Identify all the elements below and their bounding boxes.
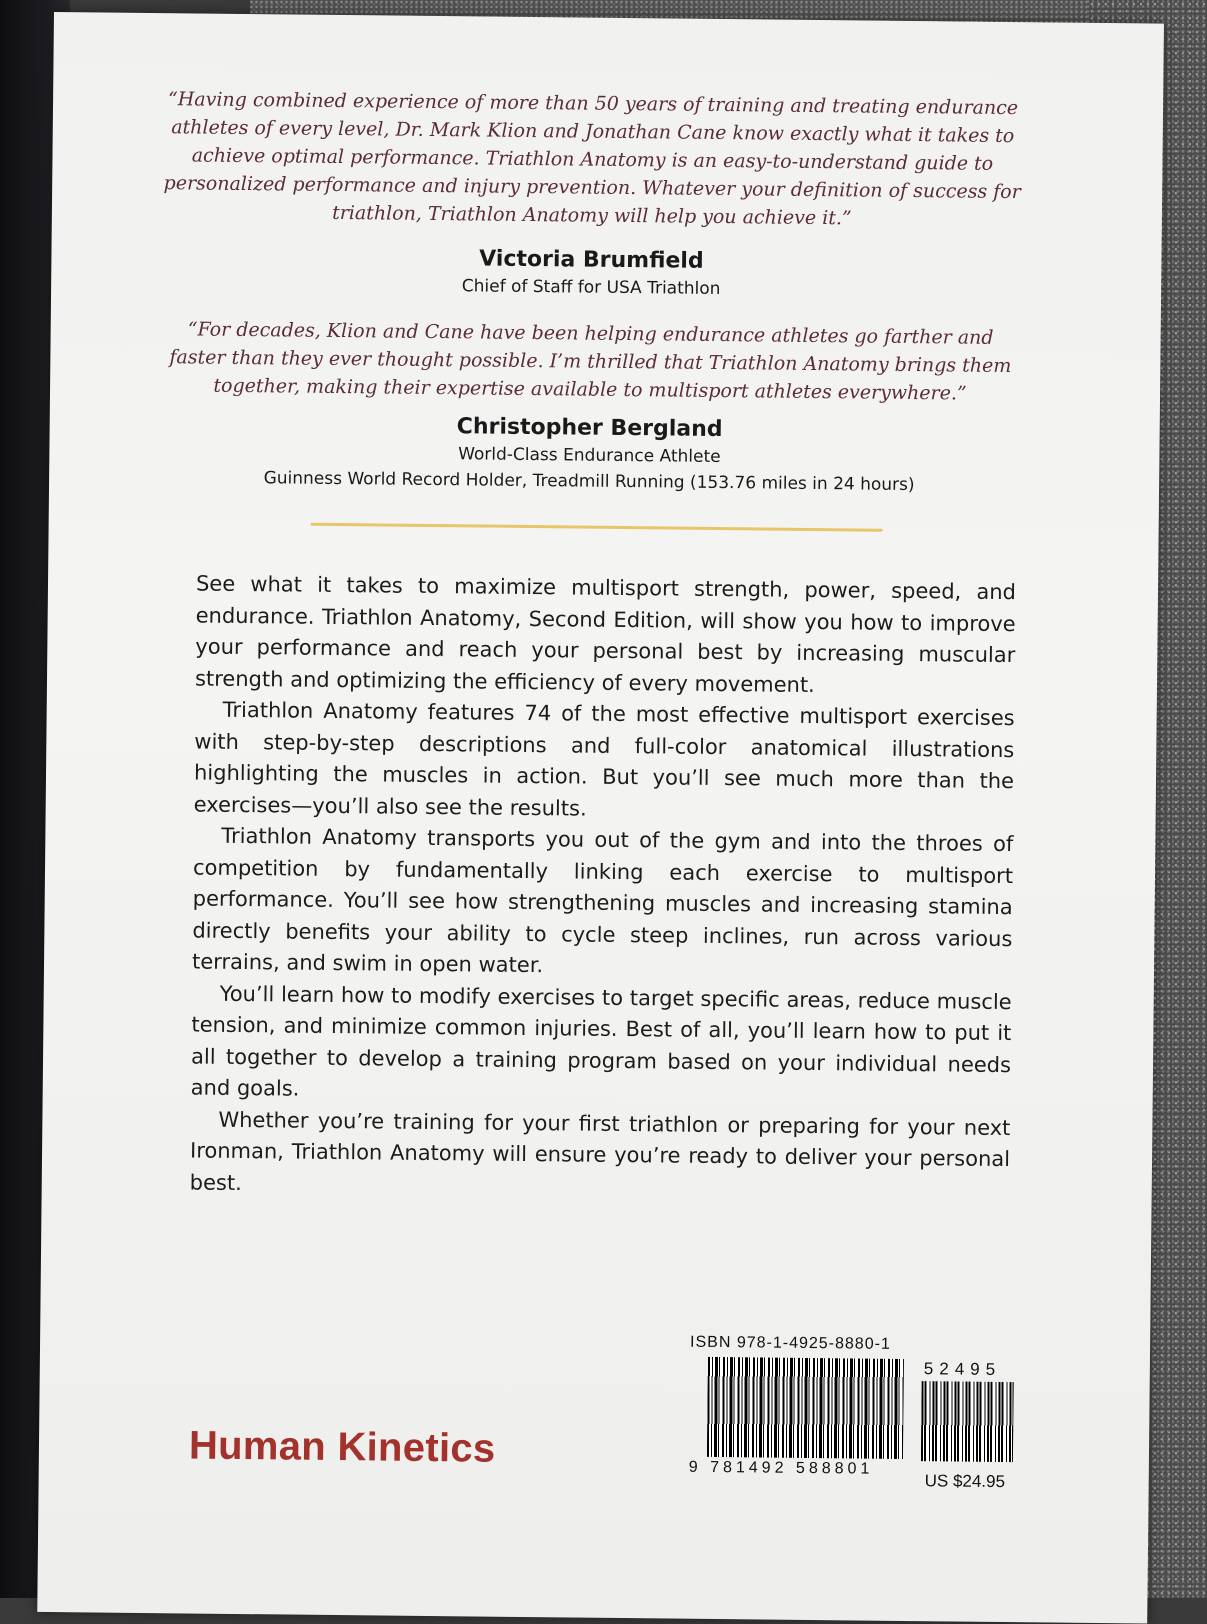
endorser-name-2: Christopher Bergland: [456, 414, 723, 443]
description-paragraph: Triathlon Anatomy transports you out of the gym and into the throes of competition by fundamentally linking each exercise to multisport performance. You’ll see how strengthening muscles and increasing stamina directly benefits your ability to cycle steep inclines, run across various terrains, and swim in open water.: [191, 823, 1014, 978]
isbn-barcode: [707, 1357, 904, 1459]
description-paragraph: Triathlon Anatomy features 74 of the most effective multisport exercises with step-by-step descriptions and full-color anatomical illustrations highlighting the muscles in action. But you’ll see much more than the exercises—you’ll also see the results.: [193, 697, 1015, 821]
endorsement-quote-1: “Having combined experience of more than 50 years of training and treating endurance athletes of every level, Dr. Mark Klion and Jonathan Cane know exactly what it takes to achieve optimal performance. Triathlon Anatomy is an easy-to-understand guide to personalized performance and injury prevention. Whatever your definition of success for triathlon, Triathlon Anatomy will help you achieve it.”: [163, 88, 1021, 230]
divider-rule: [311, 523, 883, 532]
price-label: US $24.95: [924, 1471, 1006, 1492]
description-paragraph: Whether you’re training for your first triathlon or preparing for your next Ironman, Triathlon Anatomy will ensure you’re ready to deliver your personal best.: [189, 1107, 1011, 1195]
endorser-name-1: Victoria Brumfield: [479, 246, 704, 274]
price-barcode: [921, 1381, 1014, 1462]
price-code-digits: 52495: [923, 1359, 1002, 1379]
isbn-label: ISBN 978-1-4925-8880-1: [690, 1333, 891, 1353]
description-paragraph: You’ll learn how to modify exercises to target specific areas, reduce muscle tension, and minimize common injuries. Best of all, you’ll learn how to put it all together to develop a training program based on your individual needs and goals.: [190, 981, 1012, 1101]
endorser-title-2a: World-Class Endurance Athlete: [458, 444, 721, 468]
publisher-logo: Human Kinetics: [188, 1423, 496, 1471]
endorser-title-2b: Guinness World Record Holder, Treadmill Running (153.76 miles in 24 hours): [263, 468, 915, 496]
endorser-title-1: Chief of Staff for USA Triathlon: [461, 276, 721, 299]
book-back-cover: [37, 12, 1164, 1624]
description-paragraph: See what it takes to maximize multisport strength, power, speed, and endurance. Triathlon Anatomy, Second Edition, will show you how to improve your performance and reach your personal best by increasing muscular strength and optimizing the efficiency of every movement.: [194, 571, 1017, 697]
book-description: [190, 569, 1017, 1208]
barcode-digits: 9 781492 588801: [688, 1458, 874, 1478]
endorsement-quote-2: “For decades, Klion and Cane have been helping endurance athletes go farther and faster than they ever thought possible. I’m thrilled that Triathlon Anatomy brings them together, making their expertise available to multisport athletes everywhere.”: [169, 318, 1012, 405]
